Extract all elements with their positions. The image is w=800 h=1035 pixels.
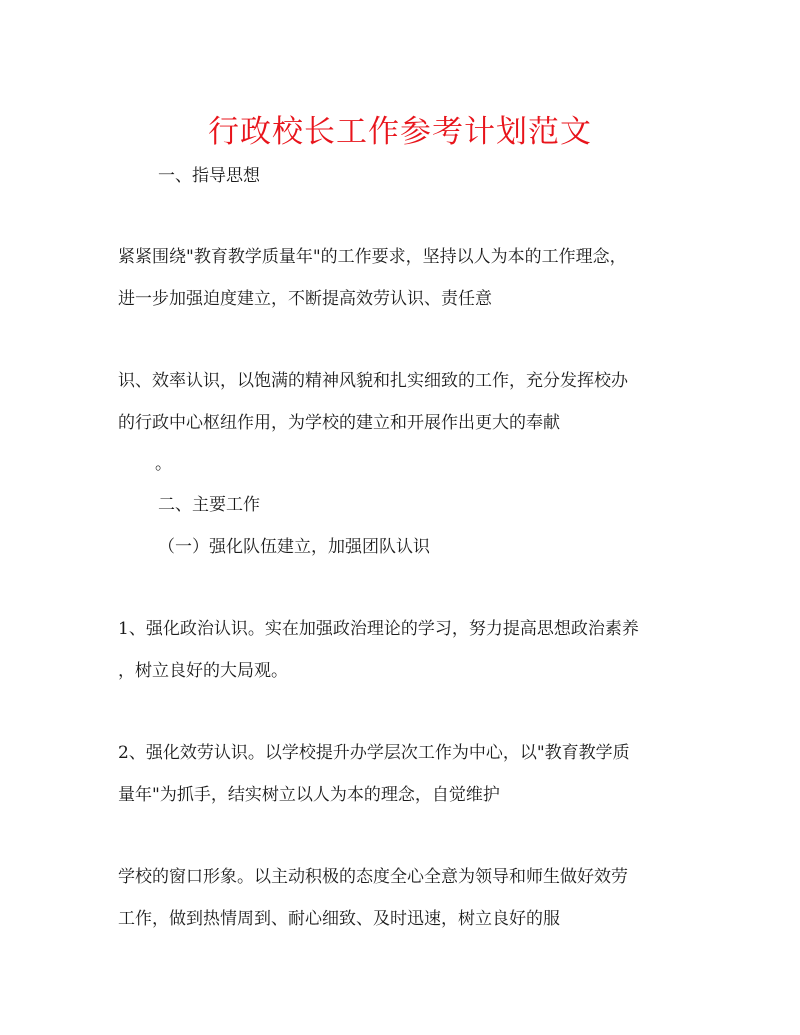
paragraph-line: 2、强化效劳认识。以学校提升办学层次工作为中心，以"教育教学质 [118, 743, 630, 763]
paragraph-line: 工作，做到热情周到、耐心细致、及时迅速，树立良好的服 [118, 909, 560, 929]
paragraph-line: ，树立良好的大局观。 [118, 661, 288, 681]
section-heading-main-work: 二、主要工作 [158, 495, 260, 515]
subsection-heading: （一）强化队伍建立，加强团队认识 [158, 537, 430, 557]
paragraph-line: 学校的窗口形象。以主动积极的态度全心全意为领导和师生做好效劳 [118, 867, 628, 887]
paragraph-line: 1、强化政治认识。实在加强政治理论的学习，努力提高思想政治素养 [118, 619, 639, 639]
paragraph-line: 紧紧围绕"教育教学质量年"的工作要求，坚持以人为本的工作理念， [118, 247, 627, 267]
document-title: 行政校长工作参考计划范文 [208, 114, 592, 150]
section-heading-guiding-thought: 一、指导思想 [158, 166, 260, 186]
paragraph-line: 识、效率认识，以饱满的精神风貌和扎实细致的工作，充分发挥校办 [118, 371, 628, 391]
paragraph-line: 。 [155, 454, 172, 474]
paragraph-line: 量年"为抓手，结实树立以人为本的理念，自觉维护 [118, 785, 500, 805]
paragraph-line: 进一步加强迫度建立，不断提高效劳认识、责任意 [118, 289, 492, 309]
paragraph-line: 的行政中心枢纽作用，为学校的建立和开展作出更大的奉献 [118, 413, 560, 433]
